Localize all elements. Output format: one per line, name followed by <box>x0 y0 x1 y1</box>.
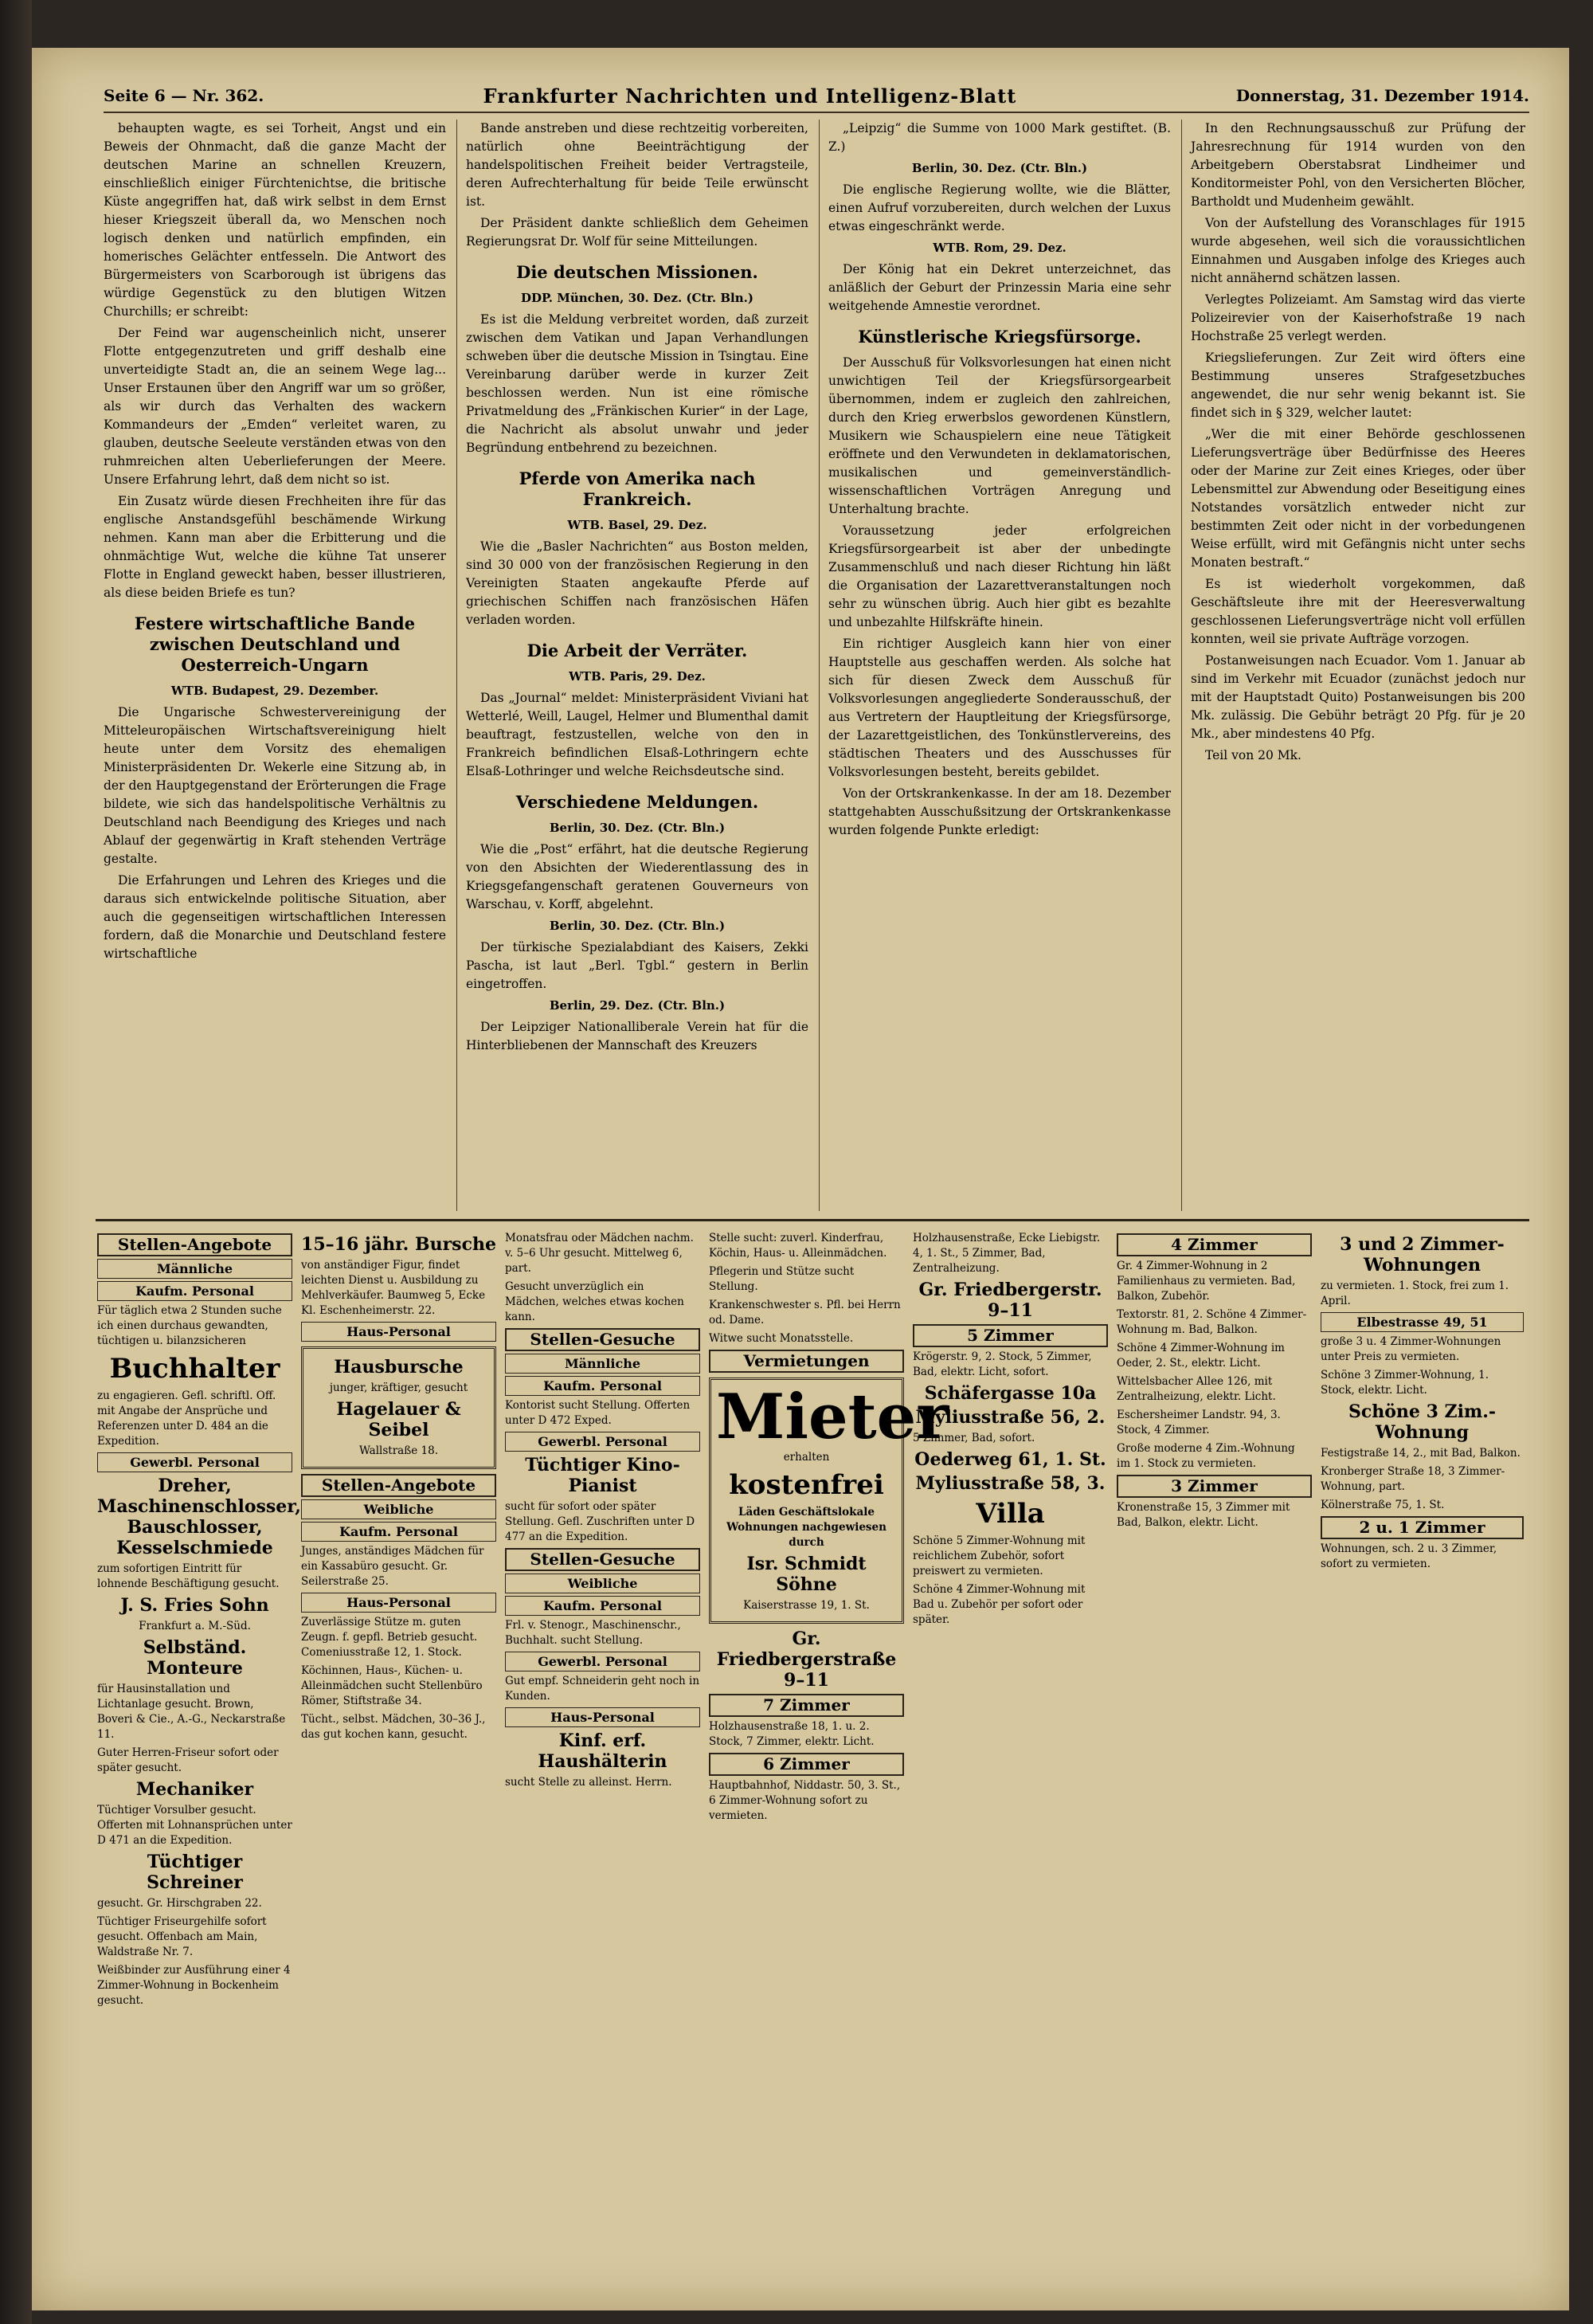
ad-headline: 3 und 2 Zimmer-Wohnungen <box>1340 1234 1505 1276</box>
ad-headline: Myliusstraße 58, 3. <box>915 1473 1106 1494</box>
paragraph: Der Ausschuß für Volksvorlesungen hat einen nicht unwichtigen Teil der Kriegsfürsorgearbeit übernommen, indem er zugleich den zahlreichen, durch den Krieg erwerbslos gewordenen Künstlern, Musikern wie Schauspielern eine neue Tätigkeit eröffnete und den Verwundeten in deklamatorischen, musikalischen und gemeinverständlich-wissenschaftlichen Vorträgen Anregung und Unterhaltung brachte. <box>828 355 1171 516</box>
ad-headline: Tüchtiger Kino-Pianist <box>525 1455 680 1496</box>
ad-text: Festigstraße 14, 2., mit Bad, Balkon. <box>1321 1447 1521 1460</box>
section-divider <box>96 1219 1529 1221</box>
paragraph: Der türkische Spezialabdiant des Kaisers, Zekki Pascha, ist laut „Berl. Tgbl.“ gestern in Berlin eingetroffen. <box>466 940 808 991</box>
ad-text: Frl. v. Stenogr., Maschinenschr., Buchhalt. sucht Stellung. <box>505 1619 681 1647</box>
ad-text: Schöne 4 Zimmer-Wohnung mit Bad u. Zubehör per sofort oder später. <box>913 1583 1086 1626</box>
ad-headline: Gr. Friedbergerstr. 9–11 <box>918 1280 1102 1321</box>
ad-headline: kostenfrei <box>729 1469 884 1501</box>
ad-headline: Hausbursche <box>334 1357 464 1378</box>
ad-text: Wittelsbacher Allee 126, mit Zentralheizung, elektr. Licht. <box>1117 1375 1276 1403</box>
paragraph: Postanweisungen nach Ecuador. Vom 1. Januar ab sind im Verkehr mit Ecuador (zunächst jedoch nur mit der Hauptstadt Quito) Postanweisungen bis 200 Mk. zulässig. Die Gebühr beträgt 20 Pfg. für je 20 Mk., aber mindestens 40 Pfg. <box>1191 653 1525 741</box>
ad-text: Weißbinder zur Ausführung einer 4 Zimmer-Wohnung in Bockenheim gesucht. <box>97 1964 291 2007</box>
article-column-4 <box>1191 120 1525 1211</box>
dateline: Berlin, 29. Dez. (Ctr. Bln.) <box>549 998 726 1013</box>
ad-headline: Mechaniker <box>135 1779 254 1800</box>
ad-text: Schöne 5 Zimmer-Wohnung mit reichlichem Zubehör, sofort preiswert zu vermieten. <box>913 1534 1086 1577</box>
ad-text: Eschersheimer Landstr. 94, 3. Stock, 4 Zimmer. <box>1117 1409 1281 1436</box>
headline-festere-bande: Festere wirtschaftliche Bande zwischen Deutschland und Oesterreich-Ungarn <box>134 613 416 675</box>
ad-text: für Hausinstallation und Lichtanlage gesucht. Brown, Boveri & Cie., A.-G., Neckarstraße 11. <box>97 1683 286 1741</box>
ad-section-header: 6 Zimmer <box>709 1753 904 1776</box>
headline-missionen: Die deutschen Missionen. <box>516 262 758 282</box>
ad-text: Wallstraße 18. <box>358 1444 438 1457</box>
ad-subheader: Haus-Personal <box>301 1593 496 1613</box>
ad-text: Krankenschwester s. Pfl. bei Herrn od. Dame. <box>709 1299 901 1327</box>
ad-text: Gut empf. Schneiderin geht noch in Kunden. <box>505 1675 700 1703</box>
dateline: DDP. München, 30. Dez. (Ctr. Bln.) <box>521 291 753 305</box>
ad-subheader: Männliche <box>505 1354 700 1374</box>
ad-subheader: Gewerbl. Personal <box>505 1432 700 1452</box>
ad-text: junger, kräftiger, gesucht <box>329 1381 468 1394</box>
ad-headline: Selbständ. Monteure <box>143 1637 247 1679</box>
column-divider <box>819 120 820 1211</box>
ad-subheader: Elbestrasse 49, 51 <box>1321 1312 1524 1332</box>
ad-subheader: Weibliche <box>505 1574 700 1593</box>
ad-firm: Hagelauer & Seibel <box>336 1399 461 1440</box>
ad-headline: 15–16 jähr. Bursche <box>301 1234 496 1255</box>
paragraph: Der Leipziger Nationalliberale Verein hat für die Hinterbliebenen der Mannschaft des Kreuzers <box>466 1020 808 1052</box>
ad-subheader: Kaufm. Personal <box>505 1596 700 1616</box>
ad-text: Witwe sucht Monatsstelle. <box>709 1332 854 1345</box>
ad-subheader: Gewerbl. Personal <box>97 1452 292 1472</box>
ad-text: Tüchtiger Vorsulber gesucht. Offerten mit Lohnansprüchen unter D 471 an die Expedition. <box>97 1804 292 1847</box>
masthead: Frankfurter Nachrichten und Intelligenz-Blatt <box>483 84 1017 108</box>
dateline: WTB. Rom, 29. Dez. <box>933 241 1067 255</box>
ad-text: 5 Zimmer, Bad, sofort. <box>913 1432 1035 1444</box>
ad-text: Gesucht unverzüglich ein Mädchen, welches etwas kochen kann. <box>505 1280 684 1323</box>
ad-text: erhalten <box>783 1451 830 1464</box>
ad-section-header: Stellen-Angebote <box>97 1233 292 1256</box>
ad-box <box>301 1346 496 1469</box>
ad-text: von anständiger Figur, findet leichten Dienst u. Ausbildung zu Mehlverkäufer. Baumweg 5, Ecke Kl. Eschenheimerstr. 22. <box>301 1259 486 1317</box>
ad-text: Holzhausenstraße 18, 1. u. 2. Stock, 7 Zimmer, elektr. Licht. <box>709 1720 875 1748</box>
ad-headline: Dreher, Maschinenschlosser, Bauschlosser, Kesselschmiede <box>97 1476 301 1558</box>
ad-subheader: Gewerbl. Personal <box>505 1652 700 1671</box>
binding-spine <box>0 0 32 2324</box>
dateline: Berlin, 30. Dez. (Ctr. Bln.) <box>549 919 726 933</box>
ad-section-header: 3 Zimmer <box>1117 1475 1312 1498</box>
ad-firm: J. S. Fries Sohn <box>120 1595 269 1616</box>
paragraph: Bande anstreben und diese rechtzeitig vorbereiten, natürlich ohne Beeinträchtigung der handelspolitischen Freiheit beider Vertragsteile, deren Aufrechterhaltung für beide Teile erwünscht ist. <box>466 121 808 209</box>
ad-text: Monatsfrau oder Mädchen nachm. v. 5–6 Uhr gesucht. Mittelweg 6, part. <box>505 1232 694 1275</box>
paragraph: Voraussetzung jeder erfolgreichen Kriegsfürsorgearbeit ist aber der unbedingte Zusammenschluß und nach dieser Richtung hin läßt die Organisation der Lazarettveranstaltungen noch sehr zu wünschen übrig. Auch hier gibt es bezahlte und unbezahlte Hilfskräfte hinein. <box>828 523 1171 629</box>
ad-text: Kronenstraße 15, 3 Zimmer mit Bad, Balkon, elektr. Licht. <box>1117 1501 1290 1529</box>
ad-text: Pflegerin und Stütze sucht Stellung. <box>709 1265 855 1293</box>
paragraph: Die Erfahrungen und Lehren des Krieges und die daraus sich entwickelnde politische Situation, aber auch die gegenseitigen wirtschaftlichen Interessen fordern, daß die Monarchie und Deutschland festere wirtschaftliche <box>104 873 446 961</box>
ad-text: gesucht. Gr. Hirschgraben 22. <box>97 1897 262 1910</box>
paragraph: „Leipzig“ die Summe von 1000 Mark gestiftet. (B. Z.) <box>828 121 1171 154</box>
article-column-3 <box>828 120 1171 1211</box>
ad-text: Gr. 4 Zimmer-Wohnung in 2 Familienhaus zu vermieten. Bad, Balkon, Zubehör. <box>1117 1260 1296 1303</box>
ad-text: zu engagieren. Gefl. schriftl. Off. mit Angabe der Ansprüche und Referenzen unter D. 484 an die Expedition. <box>97 1389 276 1448</box>
ad-text: Läden Geschäftslokale Wohnungen nachgewiesen durch <box>726 1506 887 1549</box>
ad-section-header: 5 Zimmer <box>913 1324 1108 1347</box>
ad-text: Kronberger Straße 18, 3 Zimmer-Wohnung, part. <box>1321 1465 1505 1493</box>
paragraph: Der Feind war augenscheinlich nicht, unserer Flotte entgegenzutreten und griff deshalb eine unverteidigte Stadt an, die an seinem Wege lag... Unser Erstaunen über den Angriff war um so größer, als wir durch das Verhalten des wackern Kommandeurs der „Emden“ verleitet waren, zu glauben, deutsche Seeleute verständen etwas von den ruhmreichen alten Ueberlieferungen der Meere. Unsere Erfahrung lehrt, daß dem nicht so ist. <box>104 326 446 487</box>
column-divider <box>456 120 457 1211</box>
ad-section-header: Stellen-Gesuche <box>505 1328 700 1351</box>
paragraph: Von der Aufstellung des Voranschlages für 1915 wurde abgesehen, weil sich die voraussichtlichen Einnahmen und Ausgaben infolge des Krieges auch nicht annähernd schätzen lassen. <box>1191 216 1525 285</box>
ad-section-header: 7 Zimmer <box>709 1694 904 1717</box>
paragraph: Der Präsident dankte schließlich dem Geheimen Regierungsrat Dr. Wolf für seine Mitteilungen. <box>466 216 808 249</box>
ad-text: Köchinnen, Haus-, Küchen- u. Alleinmädchen sucht Stellenbüro Römer, Stiftstraße 34. <box>301 1664 483 1707</box>
paragraph: Ein richtiger Ausgleich kann hier von einer Hauptstelle aus geschaffen werden. Als solche hat sich für diesen Zweck dem Ausschuß für Volksvorlesungen angegliederte Sonderausschuß, der aus Vertretern der Hauptleitung der Kriegsfürsorge, der Lazarettgeistlichen, des Tonkünstlervereins, des städtischen Theaters und des Ausschusses für Volksvorlesungen besteht, bereits gebildet. <box>828 637 1171 779</box>
ad-headline: Oederweg 61, 1. St. <box>914 1449 1106 1470</box>
ad-subheader: Haus-Personal <box>505 1707 700 1727</box>
paragraph: In den Rechnungsausschuß zur Prüfung der Jahresrechnung für 1914 wurden von den Arbeitgebern Oberstabsrat Lindheimer und Konditormeister Pohl, von den Versicherten Blöcher, Bartholdt und Mudenheim gewählt. <box>1191 121 1525 209</box>
ad-text: Schöne 4 Zimmer-Wohnung im Oeder, 2. St., elektr. Licht. <box>1117 1342 1285 1370</box>
paragraph: Es ist die Meldung verbreitet worden, daß zurzeit zwischen dem Vatikan und Japan Verhandlungen schweben über die deutsche Mission in Tsingtau. Eine Vereinbarung darüber werde in kurzer Zeit beschlossen werden. Nun ist eine römische Privatmeldung des „Fränkischen Kurier“ in der Lage, die Nachricht als absolut unwahr und jeder Begründung entbehrend zu bezeichnen. <box>466 312 808 455</box>
ad-subheader: Kaufm. Personal <box>505 1376 700 1396</box>
paragraph: Wie die „Basler Nachrichten“ aus Boston melden, sind 30 000 von der französischen Regierung in den Vereinigten Staaten angekaufte Pferde auf griechischen Schiffen nach französischen Häfen verladen worden. <box>466 539 808 627</box>
ad-text: sucht für sofort oder später Stellung. Gefl. Zuschriften unter D 477 an die Expedition. <box>505 1500 695 1543</box>
ads-column-1 <box>97 1231 301 2259</box>
headline-verraeter: Die Arbeit der Verräter. <box>526 641 748 660</box>
ad-section-header: 4 Zimmer <box>1117 1233 1312 1256</box>
dateline: Berlin, 30. Dez. (Ctr. Bln.) <box>911 161 1088 175</box>
ad-subheader: Weibliche <box>301 1499 496 1519</box>
ad-text: Tüchtiger Friseurgehilfe sofort gesucht. Offenbach am Main, Waldstraße Nr. 7. <box>97 1915 267 1958</box>
ad-text: Große moderne 4 Zim.-Wohnung im 1. Stock zu vermieten. <box>1117 1442 1295 1470</box>
paragraph: Das „Journal“ meldet: Ministerpräsident Viviani hat Wetterlé, Weill, Laugel, Helmer und Blumenthal damit beauftragt, festzustellen, welche von den in Frankreich befindlichen Elsaß-Lothringern echte Elsaß-Lothringer und welche Reichsdeutsche sind. <box>466 691 808 778</box>
ad-text: zum sofortigen Eintritt für lohnende Beschäftigung gesucht. <box>97 1562 280 1590</box>
column-divider <box>1181 120 1182 1211</box>
paragraph: Kriegslieferungen. Zur Zeit wird öfters eine Bestimmung unseres Strafgesetzbuches angewendet, die nur sehr wenig bekannt ist. Sie findet sich in § 329, welcher lautet: <box>1191 351 1525 420</box>
headline-meldungen: Verschiedene Meldungen. <box>515 792 759 812</box>
ad-section-header: Stellen-Angebote <box>301 1474 496 1497</box>
page-header <box>104 80 1529 113</box>
ad-firm: Isr. Schmidt Söhne <box>746 1554 867 1595</box>
ad-headline: Schöne 3 Zim.-Wohnung <box>1348 1401 1497 1443</box>
ad-subheader: Kaufm. Personal <box>97 1281 292 1301</box>
ad-headline: Myliusstraße 56, 2. <box>915 1407 1106 1428</box>
ad-subheader: Haus-Personal <box>301 1322 496 1342</box>
paragraph: „Wer die mit einer Behörde geschlossenen Lieferungsverträge über Bedürfnisse des Heeres oder der Marine zur Zeit eines Krieges, oder über Lebensmittel zur Abwendung oder Beseitigung eines Notstandes vorsätzlich entweder nicht zur bestimmten Zeit oder nicht in der vorbedungenen Weise erfüllt, wird mit Gefängnis nicht unter sechs Monaten bestraft.“ <box>1191 427 1525 570</box>
ad-headline: Tüchtiger Schreiner <box>147 1852 243 1893</box>
dateline: WTB. Paris, 29. Dez. <box>569 669 706 684</box>
ad-text: Tücht., selbst. Mädchen, 30–36 J., das gut kochen kann, gesucht. <box>301 1713 486 1741</box>
ad-subheader: Männliche <box>97 1259 292 1279</box>
paragraph: Der König hat ein Dekret unterzeichnet, das anläßlich der Geburt der Prinzessin Maria eine sehr weitgehende Amnestie verordnet. <box>828 262 1171 313</box>
paragraph: Die Ungarische Schwestervereinigung der Mitteleuropäischen Wirtschaftsvereinigung hielt heute unter dem Vorsitz des ehemaligen Ministerpräsidenten Dr. Wekerle eine Sitzung ab, in der den Hauptgegenstand der Erörterungen die Frage bildete, wie sich das handelspolitische Verhältnis zu Deutschland nach Beendigung des Krieges und nach Ablauf der gegenwärtig in Kraft stehenden Verträge gestalte. <box>104 705 446 866</box>
ad-headline: Buchhalter <box>109 1353 280 1385</box>
ad-headline: Villa <box>976 1498 1045 1530</box>
ads-column-3 <box>505 1231 700 2259</box>
ads-column-4 <box>709 1231 949 2259</box>
ad-section-header: Vermietungen <box>709 1350 904 1373</box>
ad-text: zu vermieten. 1. Stock, frei zum 1. April. <box>1321 1280 1509 1307</box>
ads-column-6 <box>1117 1231 1312 2259</box>
ads-column-5 <box>913 1231 1108 2259</box>
article-column-1 <box>104 120 446 1211</box>
paragraph: Wie die „Post“ erfährt, hat die deutsche Regierung von den Absichten der Wiederentlassung des in Kriegsgefangenschaft geratenen Gouverneurs von Warschau, v. Korff, abgelehnt. <box>466 842 808 911</box>
ad-text: Frankfurt a. M.-Süd. <box>139 1620 251 1632</box>
ad-subheader: Kaufm. Personal <box>301 1522 496 1542</box>
ad-text: Kaiserstrasse 19, 1. St. <box>743 1599 870 1612</box>
paragraph: Es ist wiederholt vorgekommen, daß Geschäftsleute ihre mit der Heeresverwaltung geschlossenen Lieferungsverträge nicht voll erfüllen konnten, weil sie private Aufträge vorzogen. <box>1191 577 1525 646</box>
ad-text: sucht Stelle zu alleinst. Herrn. <box>505 1776 672 1789</box>
ad-text: Für täglich etwa 2 Stunden suche ich einen durchaus gewandten, tüchtigen u. bilanzsicheren <box>97 1304 282 1347</box>
paragraph: Verlegtes Polizeiamt. Am Samstag wird das vierte Polizeirevier von der Kaiserhofstraße 19 nach Hochstraße 25 verlegt werden. <box>1191 292 1525 343</box>
headline-kriegsfuersorge: Künstlerische Kriegsfürsorge. <box>858 327 1141 347</box>
ad-text: Stelle sucht: zuverl. Kinderfrau, Köchin, Haus- u. Alleinmädchen. <box>709 1232 887 1260</box>
ad-text: Zuverlässige Stütze m. guten Zeugn. f. gepfl. Betrieb gesucht. Comeniusstraße 12, 1. Stock. <box>301 1616 478 1659</box>
dateline: WTB. Basel, 29. Dez. <box>567 518 707 532</box>
ads-column-7 <box>1321 1231 1524 2259</box>
ad-text: Schöne 3 Zimmer-Wohnung, 1. Stock, elektr. Licht. <box>1321 1369 1489 1397</box>
paragraph: behaupten wagte, es sei Torheit, Angst und ein Beweis der Ohnmacht, daß die ganze Macht der deutschen Marine an schnellen Kreuzern, einschließlich einiger Fürchtenichtse, die britische Küste angegriffen hat, daß wirk selbst in dem Ernst hieser Kriegszeit überall da, wo Menschen noch logisch denken und natürlich empfinden, ein homerisches Gelächter entfesseln. Die Antwort des Bürgermeisters von Scarborough ist übrigens das würdige Gegenstück zu den blutigen Witzen Churchills; er schreibt: <box>104 121 446 319</box>
ad-section-header: 2 u. 1 Zimmer <box>1321 1516 1524 1539</box>
ad-section-header: Stellen-Gesuche <box>505 1548 700 1571</box>
ad-headline: Schäfergasse 10a <box>924 1383 1097 1404</box>
article-column-2 <box>466 120 808 1211</box>
ad-text: Krögerstr. 9, 2. Stock, 5 Zimmer, Bad, elektr. Licht, sofort. <box>913 1350 1092 1378</box>
ads-column-2 <box>301 1231 496 2259</box>
ad-text: Hauptbahnhof, Niddastr. 50, 3. St., 6 Zimmer-Wohnung sofort zu vermieten. <box>709 1779 901 1822</box>
ad-text: Textorstr. 81, 2. Schöne 4 Zimmer-Wohnung m. Bad, Balkon. <box>1117 1308 1307 1336</box>
dateline: Berlin, 30. Dez. (Ctr. Bln.) <box>549 821 726 835</box>
ad-box-mieter <box>709 1378 949 1624</box>
ad-text: Holzhausenstraße, Ecke Liebigstr. 4, 1. St., 5 Zimmer, Bad, Zentralheizung. <box>913 1232 1101 1275</box>
paragraph: Ein Zusatz würde diesen Frechheiten ihre für das englische Anstandsgefühl beschämende Wirkung nehmen. Kann man aber die Erbitterung und die ohnmächtige Wut, welche die kühne Tat unserer Flotte in England geweckt haben, besser illustrieren, als diese beiden Briefe es tun? <box>104 494 446 600</box>
paragraph: Teil von 20 Mk. <box>1205 748 1301 762</box>
paragraph: Die englische Regierung wollte, wie die Blätter, einen Aufruf vorzubereiten, durch welchen der Luxus etwas eingeschränkt werde. <box>828 182 1171 233</box>
ad-headline: Kinf. erf. Haushälterin <box>538 1730 667 1772</box>
page-number: Seite 6 — Nr. 362. <box>104 86 264 105</box>
ad-text: Kontorist sucht Stellung. Offerten unter D 472 Exped. <box>505 1399 691 1427</box>
paragraph: Von der Ortskrankenkasse. In der am 18. Dezember stattgehabten Ausschußsitzung der Ortskrankenkasse wurden folgende Punkte erledigt: <box>828 786 1171 837</box>
ad-text: große 3 u. 4 Zimmer-Wohnungen unter Preis zu vermieten. <box>1321 1335 1501 1363</box>
ad-text: Kölnerstraße 75, 1. St. <box>1321 1499 1445 1511</box>
ad-headline: Gr. Friedbergerstraße 9–11 <box>716 1628 897 1691</box>
ad-headline-mieter: Mieter <box>716 1381 949 1453</box>
issue-date: Donnerstag, 31. Dezember 1914. <box>1235 86 1529 105</box>
ad-text: Guter Herren-Friseur sofort oder später gesucht. <box>97 1746 279 1774</box>
ad-text: Wohnungen, sch. 2 u. 3 Zimmer, sofort zu vermieten. <box>1321 1542 1497 1570</box>
ad-text: Junges, anständiges Mädchen für ein Kassabüro gesucht. Gr. Seilerstraße 25. <box>301 1545 484 1588</box>
dateline: WTB. Budapest, 29. Dezember. <box>170 684 379 698</box>
headline-pferde: Pferde von Amerika nach Frankreich. <box>519 468 756 509</box>
